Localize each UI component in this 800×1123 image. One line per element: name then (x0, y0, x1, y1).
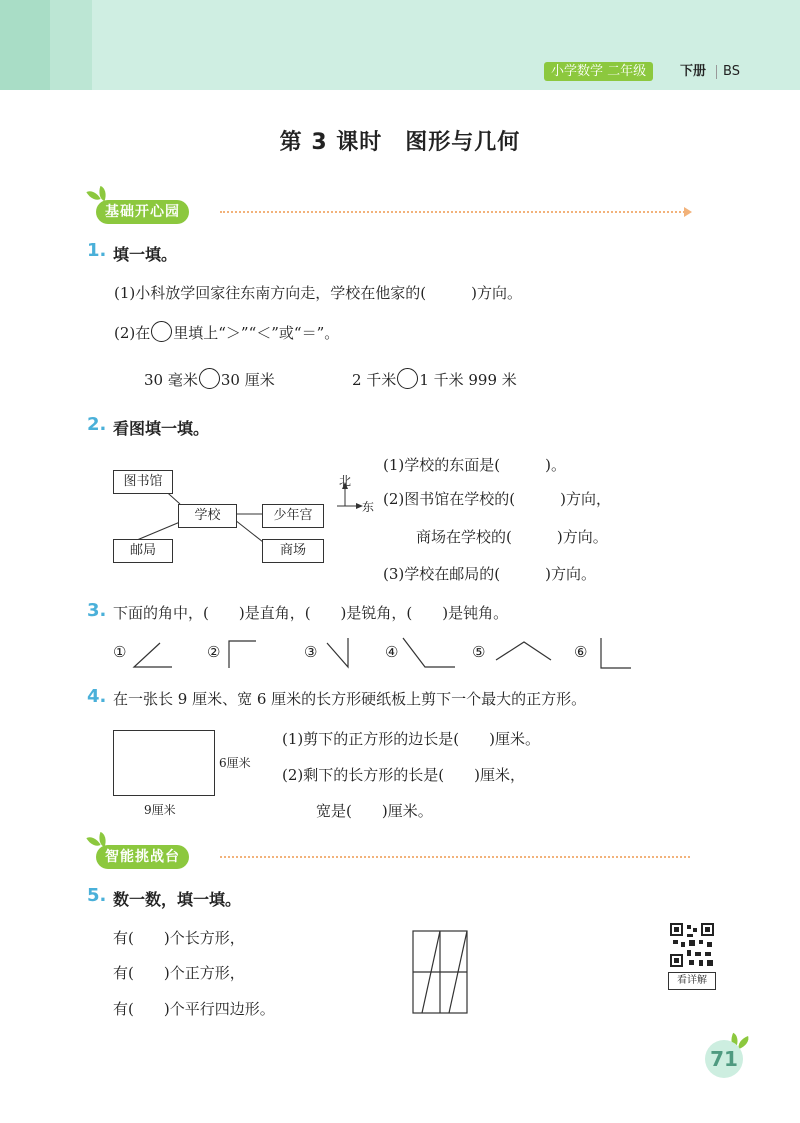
map-link (137, 522, 180, 540)
section-challenge-tag: 智能挑战台 (96, 845, 189, 869)
angle-3-acute (327, 638, 348, 667)
q1-line2 (114, 321, 339, 343)
angles-figure (0, 630, 800, 680)
q2-line1: (1)学校的东面是( )。 (383, 456, 566, 474)
qr-code[interactable] (669, 922, 715, 968)
header-divider (716, 65, 717, 79)
compare2-left: 2 千米 (352, 371, 397, 389)
q5-line3: 有( )个平行四边形。 (113, 1000, 275, 1018)
angle-2-right (229, 641, 256, 668)
volume-label: 下册 (680, 64, 707, 79)
question-number: 3. (87, 600, 107, 621)
page-title: 第 3 课时 图形与几何 (279, 130, 521, 155)
compare-circle[interactable] (397, 368, 418, 389)
q1-compare-2 (352, 368, 517, 390)
angle-6-right (601, 638, 631, 668)
angle-label: ① (113, 643, 127, 661)
angle-label: ③ (304, 643, 318, 661)
question-title: 数一数，填一填。 (113, 890, 242, 909)
question-title: 看图填一填。 (113, 419, 210, 438)
width-label: 6厘米 (219, 756, 251, 770)
angle-label: ⑥ (574, 643, 588, 661)
map-library: 图书馆 (113, 470, 173, 494)
angle-1-acute (134, 643, 172, 667)
map-post-office: 邮局 (113, 539, 173, 563)
q4-line1: (1)剪下的正方形的边长是( )厘米。 (282, 730, 540, 748)
compare2-right: 1 千米 999 米 (419, 371, 517, 389)
edition-label: BS (723, 64, 740, 79)
grade-badge: 小学数学 二年级 (544, 62, 653, 81)
shapes-figure (410, 928, 470, 1018)
q1-line2-end: 里填上“＞”“＜”或“＝”。 (173, 324, 340, 342)
compare1-right: 30 厘米 (220, 371, 275, 389)
q5-line1: 有( )个长方形， (113, 929, 245, 947)
question-number: 5. (87, 885, 107, 906)
q2-line3: 商场在学校的( )方向。 (416, 528, 608, 546)
section-divider (220, 856, 690, 858)
q1-line1: (1)小科放学回家往东南方向走，学校在他家的( )方向。 (114, 284, 522, 302)
map-school: 学校 (178, 504, 237, 528)
q1-compare-1 (144, 368, 275, 390)
angle-5-obtuse (496, 642, 551, 660)
q1-line2-start: (2)在 (114, 324, 151, 342)
question-number: 2. (87, 414, 107, 435)
compass-east: 东 (362, 500, 375, 514)
cardboard-rectangle (113, 730, 215, 796)
q2-line2: (2)图书馆在学校的( )方向， (383, 490, 611, 508)
angle-label: ④ (385, 643, 399, 661)
angle-4-obtuse (403, 638, 455, 667)
question-number: 1. (87, 240, 107, 261)
header-stripe (0, 0, 50, 90)
map-youth-palace: 少年宫 (262, 504, 324, 528)
angle-label: ② (207, 643, 221, 661)
question-number: 4. (87, 686, 107, 707)
q3-text: 下面的角中，( )是直角，( )是锐角，( )是钝角。 (113, 604, 509, 622)
q4-line3: 宽是( )厘米。 (316, 802, 433, 820)
map-link (235, 520, 263, 542)
length-label: 9厘米 (144, 803, 176, 817)
question-title: 填一填。 (113, 245, 178, 264)
map-mall: 商场 (262, 539, 324, 563)
compare1-left: 30 毫米 (144, 371, 198, 389)
angle-label: ⑤ (472, 643, 486, 661)
q2-line4: (3)学校在邮局的( )方向。 (383, 565, 596, 583)
q4-text: 在一张长 9 厘米、宽 6 厘米的长方形硬纸板上剪下一个最大的正方形。 (113, 690, 587, 708)
header-stripe (50, 0, 92, 90)
compass-north: 北 (339, 474, 352, 488)
q5-line2: 有( )个正方形， (113, 964, 245, 982)
arrow-icon (684, 207, 692, 217)
qr-label[interactable]: 看详解 (668, 972, 716, 990)
page-number: 71 (705, 1040, 743, 1078)
section-basic-tag: 基础开心园 (96, 200, 189, 224)
compare-circle[interactable] (151, 321, 172, 342)
q4-line2: (2)剩下的长方形的长是( )厘米， (282, 766, 525, 784)
compare-circle[interactable] (199, 368, 220, 389)
section-divider (220, 211, 688, 213)
